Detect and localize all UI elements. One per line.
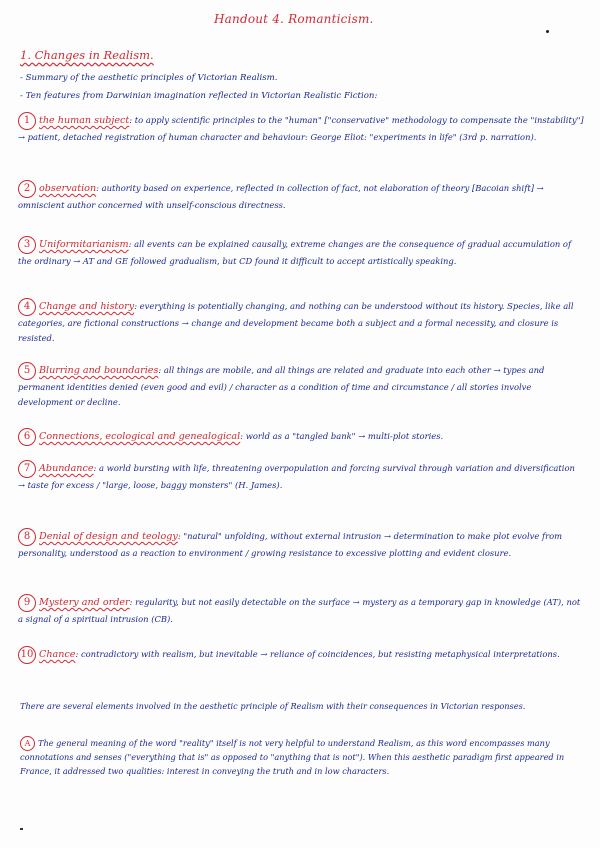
feature-term: Denial of design and teology	[39, 531, 178, 542]
item-number: 3	[18, 236, 36, 254]
intro-line-summary: - Summary of the aesthetic principles of Victorian Realism.	[20, 73, 278, 83]
feature-text: : contradictory with realism, but inevitable → reliance of coincidences, but resisting metaphysical interpretations.	[75, 649, 560, 659]
ink-dot	[546, 30, 549, 33]
feature-item-9	[18, 594, 584, 627]
feature-term: Mystery and order	[39, 597, 130, 608]
item-number: 2	[18, 180, 36, 198]
item-number: 4	[18, 298, 36, 316]
note-marker: A	[20, 736, 35, 751]
item-number: 6	[18, 428, 36, 446]
feature-text: : regularity, but not easily detectable on the surface → mystery as a temporary gap in knowledge (AT), not a signal of a spiritual intrusion (CB).	[18, 597, 581, 624]
feature-item-8	[18, 528, 584, 561]
feature-term: Uniformitarianism	[39, 239, 129, 250]
feature-item-2	[18, 180, 584, 213]
feature-item-10	[18, 646, 584, 664]
feature-text: : "natural" unfolding, without external intrusion → determination to make plot evolve from personality, understood as a reaction to environment / growing resistance to excessive plotting and evident closure.	[18, 531, 563, 558]
item-number: 1	[18, 112, 36, 130]
feature-text: : world as a "tangled bank" → multi-plot stories.	[240, 431, 444, 441]
note-text: The general meaning of the word "reality" itself is not very helpful to understand Realism, as this word encompasses many connotations and senses ("everything that is" as opposed to "anything that is not"). When this aesthetic paradigm first appeared in France, it addressed two qualities: interest in conveying the truth and in low characters.	[20, 738, 565, 776]
section-heading: 1. Changes in Realism.	[20, 48, 154, 62]
feature-item-4	[18, 298, 584, 345]
feature-text: : everything is potentially changing, and nothing can be understood without its history. Species, like all categories, are fictional constructions → change and development became both a subject and a formal necessity, and closure is resisted.	[18, 301, 574, 343]
item-number: 5	[18, 362, 36, 380]
feature-item-1	[18, 112, 584, 145]
feature-term: observation	[39, 183, 97, 194]
feature-item-6	[18, 428, 584, 446]
item-number: 10	[18, 646, 36, 664]
item-number: 9	[18, 594, 36, 612]
feature-item-7	[18, 460, 584, 493]
item-number: 8	[18, 528, 36, 546]
intro-line-features: - Ten features from Darwinian imagination reflected in Victorian Realistic Fiction:	[20, 91, 378, 101]
feature-text: : a world bursting with life, threatening overpopulation and forcing survival through variation and diversification → taste for excess / "large, loose, baggy monsters" (H. James).	[18, 463, 575, 490]
note-reality-meaning	[20, 736, 586, 778]
feature-term: Chance	[39, 649, 76, 660]
feature-text: : to apply scientific principles to the "human" ["conservative" methodology to compensate the "instability"] → patient, detached registration of human character and behaviour: George Eliot: "experiments in life" (3rd p. narration).	[18, 115, 584, 142]
feature-term: the human subject	[39, 115, 130, 126]
feature-text: : authority based on experience, reflected in collection of fact, not elaboration of theory [Bacoian shift] → omniscient author concerned with unself-conscious directness.	[18, 183, 544, 210]
feature-term: Blurring and boundaries	[39, 365, 159, 376]
feature-text: : all things are mobile, and all things are related and graduate into each other → types and permanent identities denied (even good and evil) / character as a condition of time and circumstance / all stories involve development or decline.	[18, 365, 545, 407]
item-number: 7	[18, 460, 36, 478]
note-realism-elements: There are several elements involved in the aesthetic principle of Realism with their consequences in Victorian responses.	[20, 701, 526, 711]
feature-item-5	[18, 362, 584, 409]
feature-text: : all events can be explained causally, extreme changes are the consequence of gradual accumulation of the ordinary → AT and GE followed gradualism, but CD found it difficult to accept artistically speaking.	[18, 239, 572, 266]
feature-item-3	[18, 236, 584, 269]
feature-term: Connections, ecological and genealogical	[39, 431, 241, 442]
feature-term: Change and history	[39, 301, 135, 312]
page-title: Handout 4. Romanticism.	[214, 12, 374, 26]
feature-term: Abundance	[39, 463, 94, 474]
ink-mark	[20, 828, 23, 830]
